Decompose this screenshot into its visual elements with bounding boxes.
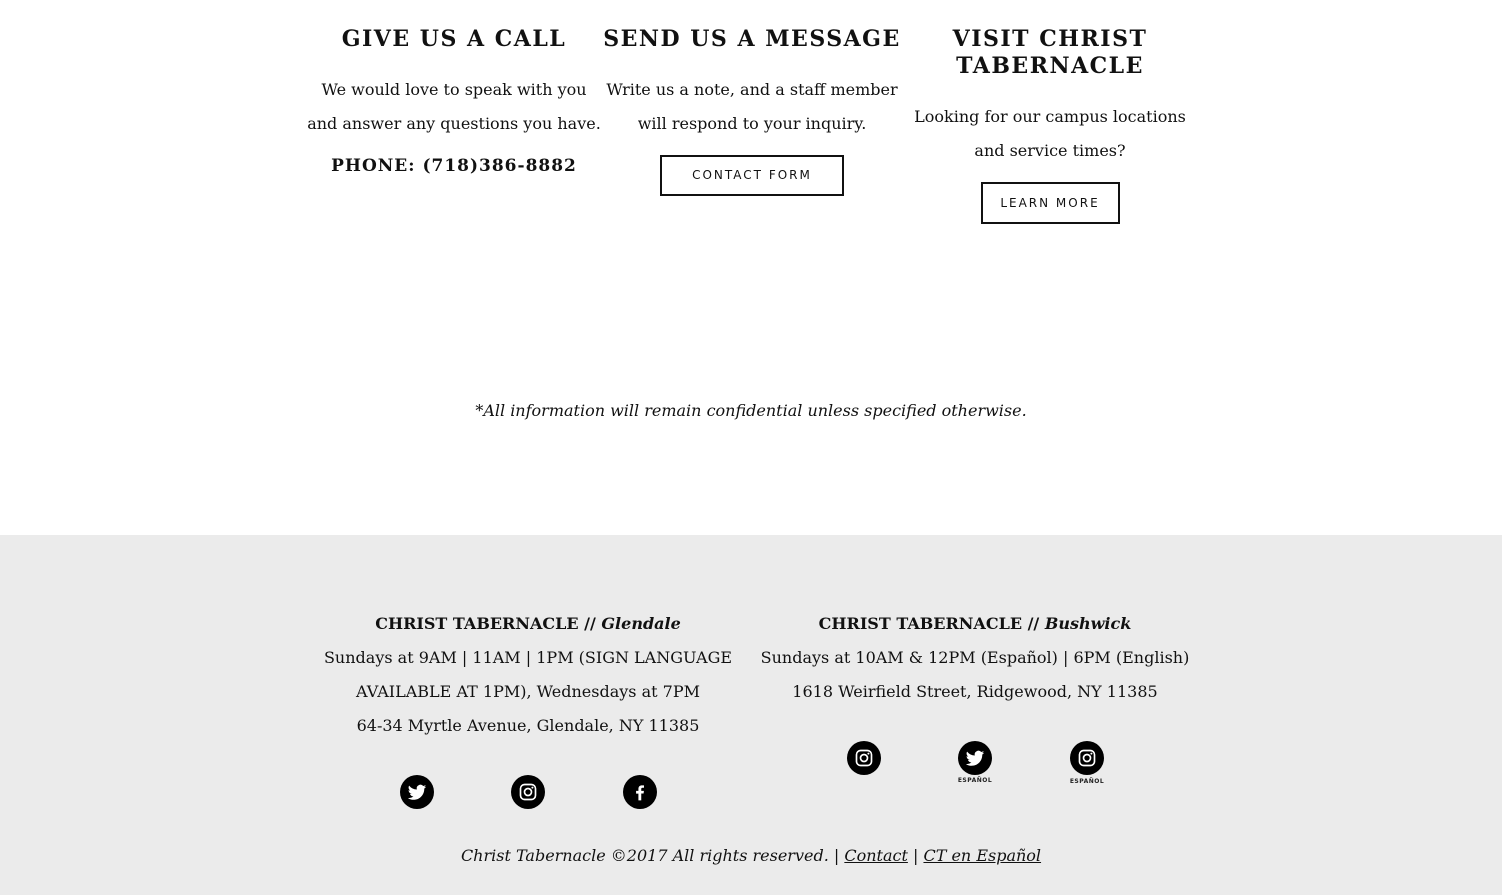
- glendale-campus: [303, 607, 753, 743]
- call-column: [304, 26, 604, 178]
- glendale-title-prefix: CHRIST TABERNACLE //: [375, 614, 602, 633]
- visit-column: [900, 26, 1200, 224]
- footer: [0, 535, 1502, 895]
- bushwick-address: 1618 Weirfield Street, Ridgewood, NY 11385: [792, 682, 1158, 701]
- message-text-line1: Write us a note, and a staff member: [606, 80, 898, 99]
- message-column: [602, 26, 902, 196]
- visit-title-line1: VISIT CHRIST: [952, 26, 1148, 52]
- glendale-times-line2: AVAILABLE AT 1PM), Wednesdays at 7PM: [356, 682, 700, 701]
- message-title: SEND US A MESSAGE: [603, 26, 901, 52]
- bushwick-times-line1: Sundays at 10AM & 12PM (Español) | 6PM (English): [760, 648, 1190, 667]
- call-text-line1: We would love to speak with you: [321, 80, 587, 99]
- visit-text-line1: Looking for our campus locations: [914, 107, 1186, 126]
- call-title: GIVE US A CALL: [341, 26, 567, 52]
- learn-more-button[interactable]: LEARN MORE: [981, 182, 1120, 224]
- message-text-line2: will respond to your inquiry.: [637, 114, 867, 133]
- copyright-separator: |: [907, 846, 924, 865]
- bushwick-title-prefix: CHRIST TABERNACLE //: [818, 614, 1045, 633]
- glendale-times-line1: Sundays at 9AM | 11AM | 1PM (SIGN LANGUAGE: [323, 648, 733, 667]
- twitter-icon[interactable]: [400, 775, 434, 809]
- twitter-espanol-icon[interactable]: [958, 741, 992, 775]
- glendale-address: 64-34 Myrtle Avenue, Glendale, NY 11385: [356, 716, 700, 735]
- facebook-icon[interactable]: [623, 775, 657, 809]
- ct-espanol-link[interactable]: CT en Español: [923, 846, 1042, 865]
- bushwick-title-campus: Bushwick: [1044, 614, 1132, 633]
- espanol-label: ESPAÑOL: [1069, 778, 1105, 785]
- espanol-label: ESPAÑOL: [957, 777, 993, 784]
- visit-title-line2: TABERNACLE: [956, 53, 1144, 79]
- instagram-icon[interactable]: [847, 741, 881, 775]
- bushwick-campus: [750, 607, 1200, 709]
- confidentiality-note: *All information will remain confidential unless specified otherwise.: [475, 401, 1027, 420]
- glendale-title-campus: Glendale: [601, 614, 681, 633]
- call-text-line2: and answer any questions you have.: [307, 114, 601, 133]
- instagram-espanol-icon[interactable]: [1070, 741, 1104, 775]
- visit-text-line2: and service times?: [974, 141, 1126, 160]
- glendale-title: [303, 607, 753, 641]
- bushwick-title: [750, 607, 1200, 641]
- instagram-icon[interactable]: [511, 775, 545, 809]
- contact-link[interactable]: Contact: [844, 846, 908, 865]
- contact-form-button[interactable]: CONTACT FORM: [660, 155, 844, 196]
- copyright-line: [0, 846, 1502, 865]
- copyright-text: Christ Tabernacle ©2017 All rights reserved. |: [460, 846, 845, 865]
- phone-number[interactable]: PHONE: (718)386-8882: [331, 156, 577, 176]
